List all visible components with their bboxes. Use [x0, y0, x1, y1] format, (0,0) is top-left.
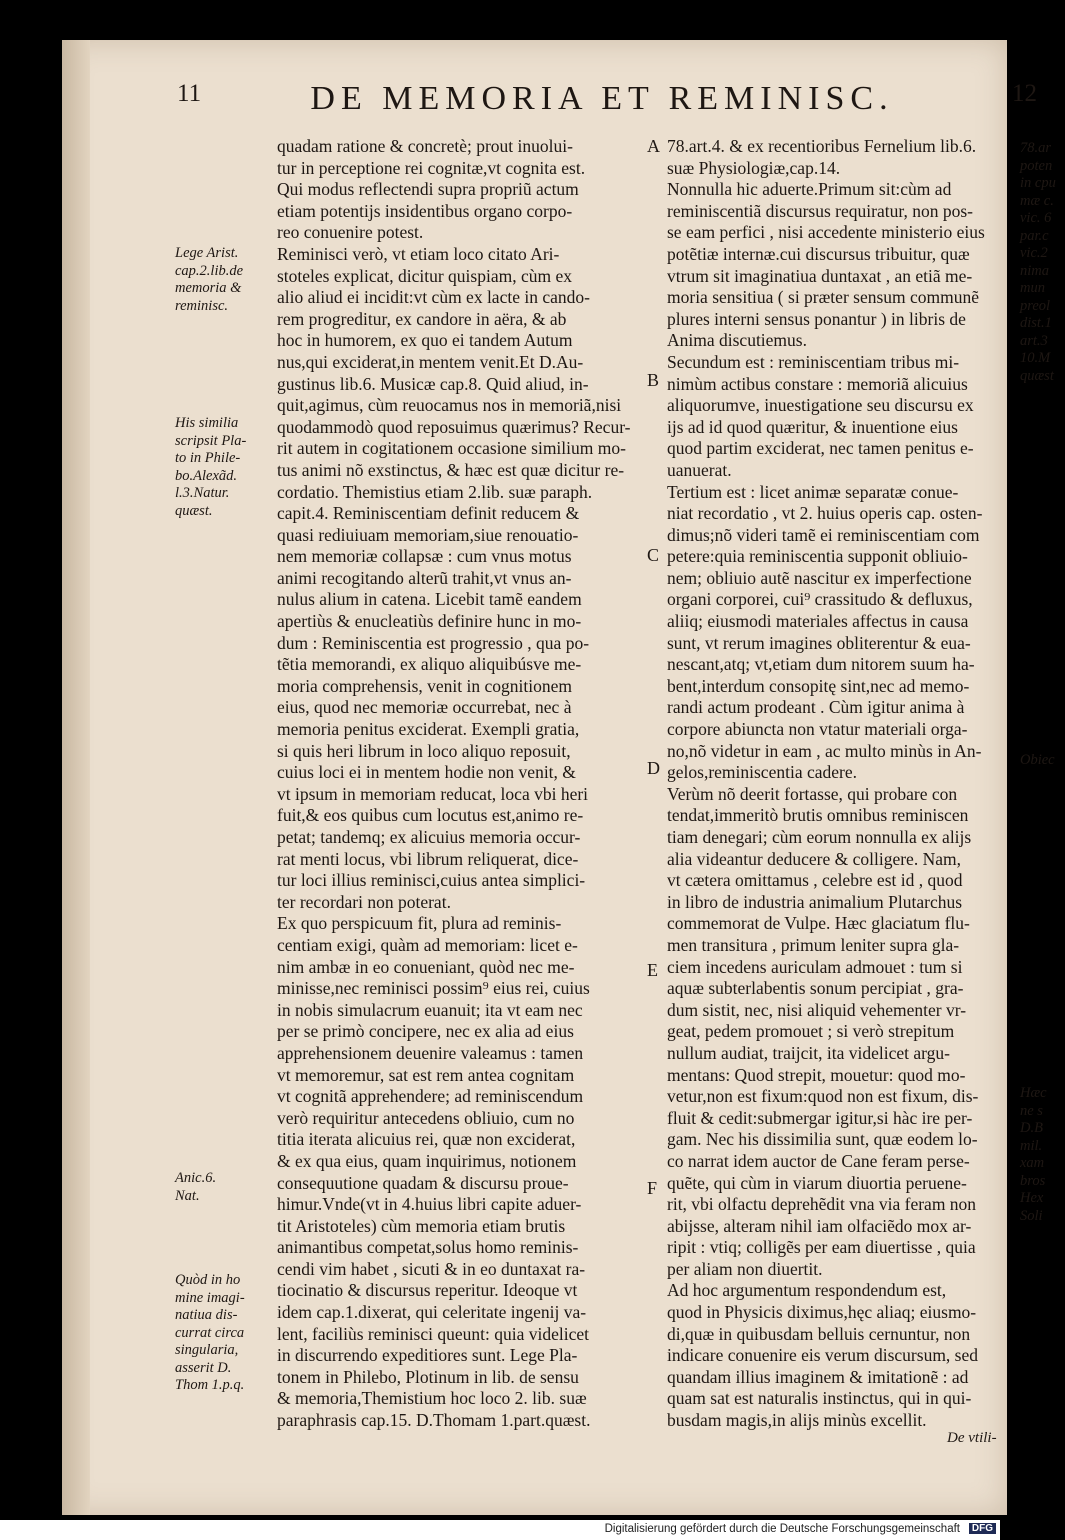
sidenote-left-1: Lege Arist. cap.2.lib.de memoria & reminisc. — [175, 245, 244, 314]
sidenote-left-3: Anic.6. Nat. — [175, 1170, 217, 1204]
catchword: De vtili- — [947, 1430, 997, 1446]
text-column-right: 78.art.4. & ex recentioribus Fernelium lib.6. suæ Physiologiæ,cap.14. Nonnulla hic aduerte.Primum sit:cùm ad reminiscentiã discursus requiratur, non pos- se eam perfici , nisi accedente ministerio eius potẽtiæ internæ.cui discursus tribuitur, quæ vtrum sit imaginatiua duntaxat , an etiã me- moria sensitiua ( si præter sensum communẽ plures interni sensus ponantur ) in libris de Anima discutiemus. Secundum est : reminiscentiam tribus mi- nimùm actibus constare : memoriã alicuius aliquorumve, inuestigatione seu discursu ex ijs ad id quod quæritur, & inuentione eius quod partim exciderat, nec tamen penitus e- uanuerat. Tertium est : licet animæ separatæ conue- niat recordatio , vt 2. huius operis cap. osten- dimus;nõ videri tamẽ ei reminiscentiam com petere:quia reminiscentia supponit obliuio- nem; obliuio autẽ nascitur ex imperfectione organi corporei, cui⁹ crassitudo & defluxus, aliiq; eiusmodi materiales affectus in causa sunt, vt rerum imagines obliterentur & eua- nescant,atq; vt,etiam dum nitorem suum ha- bent,interdum consopitę sint,nec ad memo- randi actum prodeant . Cùm igitur anima à corpore abiuncta non vtatur materiali orga- no,nõ videtur in eam , ac multo minùs in An- gelos,reminiscentia cadere. Verùm nõ deerit fortasse, qui probare con tendat,immeritò brutis omnibus reminiscen tiam denegari; cùm eorum nonnulla ex alijs alia videantur deducere & colligere. Nam, vt cætera omittamus , celebre est id , quod in libro de industria animalium Plutarchus commemorat de Vulpe. Hæc glaciatum flu- men transitura , primum leniter supra gla- ciem incedens auriculam admouet : tum si aquæ subterlabentis sonum percipiat , gra- dum sistit, nec, nisi aliquid vehementer vr- geat, pedem promouet ; si verò strepitum nullum audiat, traijcit, ita videlicet argu- mentans: Quod strepit, mouetur: quod mo- vetur,non est fixum:quod non est fixum, dis- fluit & cedit:submergar igitur,si hàc ire per- gam. Nec his dissimilia sunt, quæ eodem lo- co narrat idem auctor de Cane feram perse- quẽte, qui cùm in viarum diuortia peruene- rit, vbi olfactu deprehẽdit vna via feram non abijsse, alteram nihil iam olfaciẽdo mox ar- ripit : vtiq; colligẽs per eam diuertisse , quia per aliam non diuertit. Ad hoc argumentum respondendum est, quod in Physicis diximus,hęc aliaq; eiusmo- di,quæ in quibusdam belluis cernuntur, non indicare conuenire eis verum discursum, sed quandam illius imaginem & imitationẽ : ad quam sat est naturalis instinctus, qui in qui- busdam magis,in alijs minùs excellit. — [667, 136, 985, 1431]
book-page — [62, 40, 1056, 1515]
folio-left: 11 — [177, 80, 202, 107]
digitization-footer — [0, 1520, 1000, 1540]
sidenote-left-4: Quòd in ho mine imagi- natiua dis- currat circa singularia, asserit D. Thom 1.p.q. — [175, 1272, 245, 1393]
sidenote-right-1: 78.ar poten in cpu mæ c. vic. 6 par.c vic.2 nima mun preol dist.1 art.3 10.M quæst — [1020, 140, 1056, 384]
footer-text: Digitalisierung gefördert durch die Deutsche Forschungsgemeinschaft — [604, 1523, 960, 1535]
folio-right: 12 — [1012, 80, 1037, 107]
page-edge — [62, 40, 90, 1515]
margin-letter-e: E — [647, 960, 658, 980]
sidenote-right-3: Hæc ne s D.B mil. xam bros Hex Soli — [1020, 1085, 1047, 1224]
sidenote-right-2: Obiec — [1020, 752, 1055, 768]
margin-letter-b: B — [647, 370, 660, 390]
sidenote-left-2: His similia scripsit Pla- to in Phile- bo.Alexãd. l.3.Natur. quæst. — [175, 415, 247, 519]
dfg-logo: DFG — [969, 1523, 996, 1534]
text-column-left: quadam ratione & concretè; prout inuolui- tur in perceptione rei cognitæ,vt cognita est. Qui modus reflectendi supra propriũ actum etiam potentijs insidentibus organo corpo- reo conuenire potest. Reminisci verò, vt etiam loco citato Ari- stoteles explicat, dicitur quispiam, cùm ex alio aliud ei incidit:vt cùm ex lacte in cando- rem progreditur, ex candore in aëra, & ab hoc in humorem, ex quo ei tandem Autum nus,qui exciderat,in mentem venit.Et D.Au- gustinus lib.6. Musicæ cap.8. Quid aliud, in- quit,agimus, cùm reuocamus nos in memoriã,nisi quodammodò quod reposuimus quærimus? Recur- rit autem in cogitationem occasione similium mo- tus animi nõ exstinctus, & hæc est quæ dicitur re- cordatio. Themistius etiam 2.lib. suæ paraph. capit.4. Reminiscentiam definit reducem & quasi rediuiuam memoriam,siue renouatio- nem memoriæ collapsæ : cum vnus motus animi recogitando alterũ trahit,vt vnus an- nulus alium in catena. Licebit tamẽ eandem apertiùs & enucleatiùs definire hunc in mo- dum : Reminiscentia est progressio , qua po- tẽtia memorandi, ex aliquo aliquibúsve me- moria comprehensis, venit in cognitionem eius, quod nec memoriæ occurrebat, nec à memoria penitus exciderat. Exempli gratia, si quis heri librum in loco aliquo reposuit, cuius loci ei in mentem hodie non venit, & vt ipsum in memoriam reducat, loca vbi heri fuit,& eos quibus cum locutus est,animo re- petat; tandemq; ex alicuius memoria occur- rat menti locus, vbi librum reliquerat, dice- tur loci illius reminisci,cuius antea simplici- ter recordari non poterat. Ex quo perspicuum fit, plura ad reminis- centiam exigi, quàm ad memoriam: licet e- nim ambæ in eo conueniant, quòd nec me- minisse,nec reminisci possim⁹ eius rei, cuius in nobis simulacrum euanuit; ita vt eam nec per se primò concipere, nec ex alia ad eius apprehensionem deuenire valeamus : tamen vt memoremur, sat est rem antea cognitam vt cognitã apprehendere; ad reminiscendum verò requiritur antecedens obliuio, cum no titia iterata alicuius rei, quæ non exciderat, & ex qua eius, quam inquirimus, notionem consequutione quadam & discursu proue- himur.Vnde(vt in 4.huius libri capite aduer- tit Aristoteles) cùm memoria etiam brutis animantibus competat,solus homo reminis- cendi vim habet , sicuti & in eo duntaxat ra- tiocinatio & discursus reperitur. Ideoque vt idem cap.1.dixerat, qui celeritate ingenij va- lent, faciliùs reminisci queunt: quia videlicet in discurrendo expeditiores sunt. Lege Pla- tonem in Philebo, Plotinum in lib. de sensu & memoria,Themistium hoc loco 2. lib. suæ paraphrasis cap.15. D.Thomam 1.part.quæst. — [277, 136, 631, 1431]
running-head — [177, 80, 1037, 120]
page-title: DE MEMORIA ET REMINISC. — [310, 80, 894, 117]
margin-letter-d: D — [647, 758, 660, 778]
margin-letter-a: A — [647, 136, 660, 156]
margin-letter-f: F — [647, 1178, 658, 1198]
margin-letter-c: C — [647, 545, 660, 565]
